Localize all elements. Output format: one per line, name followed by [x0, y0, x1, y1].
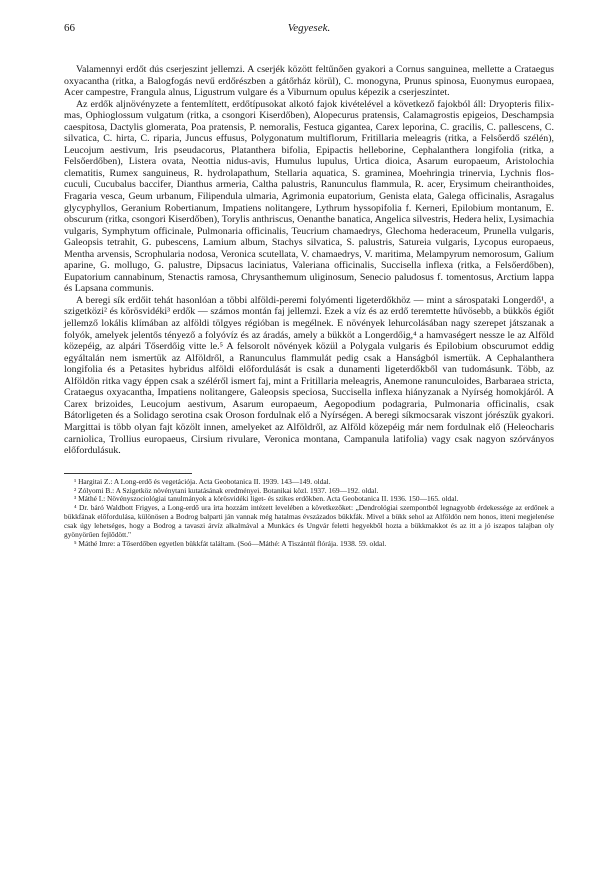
page-number: 66: [64, 22, 75, 34]
running-title: Vegyesek.: [287, 22, 331, 34]
footnote-1: ¹ Hargitai Z.: A Long-erdő és vegetációja. Acta Geobotanica II. 1939. 143—149. oldal.: [74, 476, 331, 486]
footnote-5: ⁵ Máthé Imre: a Tőserdőben egyetlen bükkfát találtam. (Soó—Máthé: A Tiszántúl flórája. 1938. 59. oldal.: [74, 538, 387, 548]
footnote-4: ⁴ Dr. báró Waldbott Frigyes, a Long-erdő ura írta hozzám intézett levelében a következőket: „Dendrológiai szempontból legnagyobb érdekessége az erdőnek a bükkfának előfordulása, különösen a Bodrog balparti ján vannak még hatalmas évszázados bükkfák. Mivel a bükk sehol az Alföldön nem honos, itteni megjelenése csak úgy lehetséges, hogy a Bodrog a tavaszi árvíz alkalmával a Munkács és Ungvár feletti hegyekből hozta a bükkmakkot és az itt a jó iszapos talajban oly gyönyörűen fejlődött.": [64, 503, 554, 540]
body-text: [64, 64, 554, 457]
paragraph-montane-species: A beregi sík erdőit tehát hasonlóan a többi alföldi-peremi folyómenti ligeterdőkhöz — mint a sárospataki Longerdő¹, a szigetközi² és körösvidéki³ erdők — számos montán faj jellemzi. Ezek a víz és az erdő teremtette hűvösebb, a bükkös égiőt jellemző lokális klímában az alföldi tölgyes régióban is megélnek. E növények lehurcolásában nagy szerepet játszanak a folyók, amelyek jelentős tényező a folyóvíz és az áradás, amely a bükköt a Longerdőig,⁴ a hamvaségert nessze le az Alföld közepéig, az alpári Tőserdőig vitte le.⁵ A felsorolt növények közül a Polygala vulgaris és Epilobium obscurumot eddig egyáltalán nem ismertük az Alföldről, a Ranunculus flammulát pedig csak a Hanságból ismertük. A Cephalanthera longifolia és a Petasites hybridus alföldi előfordulását is csak a dunamenti ligeterdőkből van tudomásunk. Több, az Alföldön ritka vagy éppen csak a széléről ismert faj, mint a Fritillaria meleagris, Anemone ranunculoides, Barbaraea stricta, Crataegus oxyacantha, Impatiens nolitangere, Galeopsis speciosa, Succisella inflexa hiányzanak a Nyírség homokjáról. A Carex brizoides, Leucojum aestivum, Asarum europaeum, Aegopodium podagraria, Pulmonaria officinalis, csak Bátorligeten és a Solidago serotina csak Oroson fordulnak elő a Nyírségen. A beregi síkmocsarak viszont jórészük gyakori. Margittai is több olyan fajt közölt innen, amelyeket az Alföldről, az Alföld közepéig már nem fordulnak elő (Heleocharis carniolica, Trollius europaeus, Cirsium rivulare, Veronica montana, Campanula latifolia) vagy csak nagyon szórványos előfordulásuk.: [64, 294, 554, 457]
footnote-3: ³ Máthé I.: Növényszociológiai tanulmányok a körösvidéki liget- és szikes erdőkben. Acta Geobotanica II. 1936. 150—165. oldal.: [74, 494, 459, 504]
paragraph-species-list: Az erdők aljnövényzete a fentemlített, erdőtípusokat alkotó fajok kivételével a következő fajokból áll: Dryopteris filix-mas, Ophioglossum vulgatum (ritka, a csongori Kiserdőben), Alopecurus pratensis, Calamagrostis epigeios, Deschampsia caespitosa, Dactylis glomerata, Poa pratensis, P. nemoralis, Festuca gigantea, Carex leporina, C. gracilis, C. pallescens, C. silvatica, C. hirta, C. riparia, Juncus effusus, Polygonatum multiflorum, Fritillaria meleagris (ritka, a Felsőerdő szélén), Leucojum aestivum, Iris pseudacorus, Platanthera bifolia, Epipactis helleborine, Cephalanthera longifolia (ritka, a Felsőerdőben), Listera ovata, Neottia nidus-avis, Humulus lupulus, Urtica dioica, Asarum europaeum, Aristolochia clematitis, Rumex sanguineus, R. hydrolapathum, Stellaria aquatica, S. graminea, Moehringia trinervia, Lychnis flos-cuculi, Cucubalus baccifer, Dianthus armeria, Caltha palustris, Ranunculus flammula, R. acer, Erysimum cheiranthoides, Fragaria vesca, Geum urbanum, Filipendula ulmaria, Agrimonia eupatorium, Genista elata, Galega officinalis, Asragalus glycyphyllos, Geranium Robertianum, Impatiens nolitangere, Lythrum hyssopifolia f. Kerneri, Epilobium montanum, E. obscurum (ritka, csongori Kiserdőben), Torylis anthriscus, Oenanthe banatica, Angelica silvestris, Hedera helix, Lysimachia vulgaris, Symphytum officinale, Pulmonaria officinalis, Teucrium chamaedrys, Glechoma hederaceum, Prunella vulgaris, Galeopsis tetrahit, G. pubescens, Lamium album, Stachys silvatica, S. palustris, Satureia vulgaris, Lycopus europaeus, Mentha arvensis, Scrophularia nodosa, Veronica scutellata, V. chamaedrys, V. maritima, Melampyrum nemorosum, Galium aparine, G. mollugo, G. palustre, Dipsacus laciniatus, Valeriana officinalis, Succisella inflexa (ritka, a Felsőerdőben), Eupatorium cannabinum, Stenactis ramosa, Chrysanthemum uliginosum, Senecio paludosus f. tomentosus, Arctium lappa és Lapsana communis.: [64, 98, 554, 295]
footnote-divider: [64, 473, 192, 474]
footnote-2: ² Zólyomi B.: A Szigetköz növénytani kutatásának eredményei. Botanikai közl. 1937. 169—192. oldal.: [74, 485, 379, 495]
paragraph-shrub-layer: Valamennyi erdőt dús cserjeszint jellemzi. A cserjék között feltűnően gyakori a Cornus sanguinea, mellette a Crataegus oxyacantha (ritka, a Balogfogás nevű erdőrészben a gátőrház körül), C. monogyna, Prunus spinosa, Euonymus europaea, Acer campestre, Frangula alnus, Ligustrum vulgare és a Viburnum opulus képezik a cserjeszintet.: [64, 64, 554, 99]
footnotes: [64, 478, 554, 549]
page-header: [64, 22, 554, 40]
